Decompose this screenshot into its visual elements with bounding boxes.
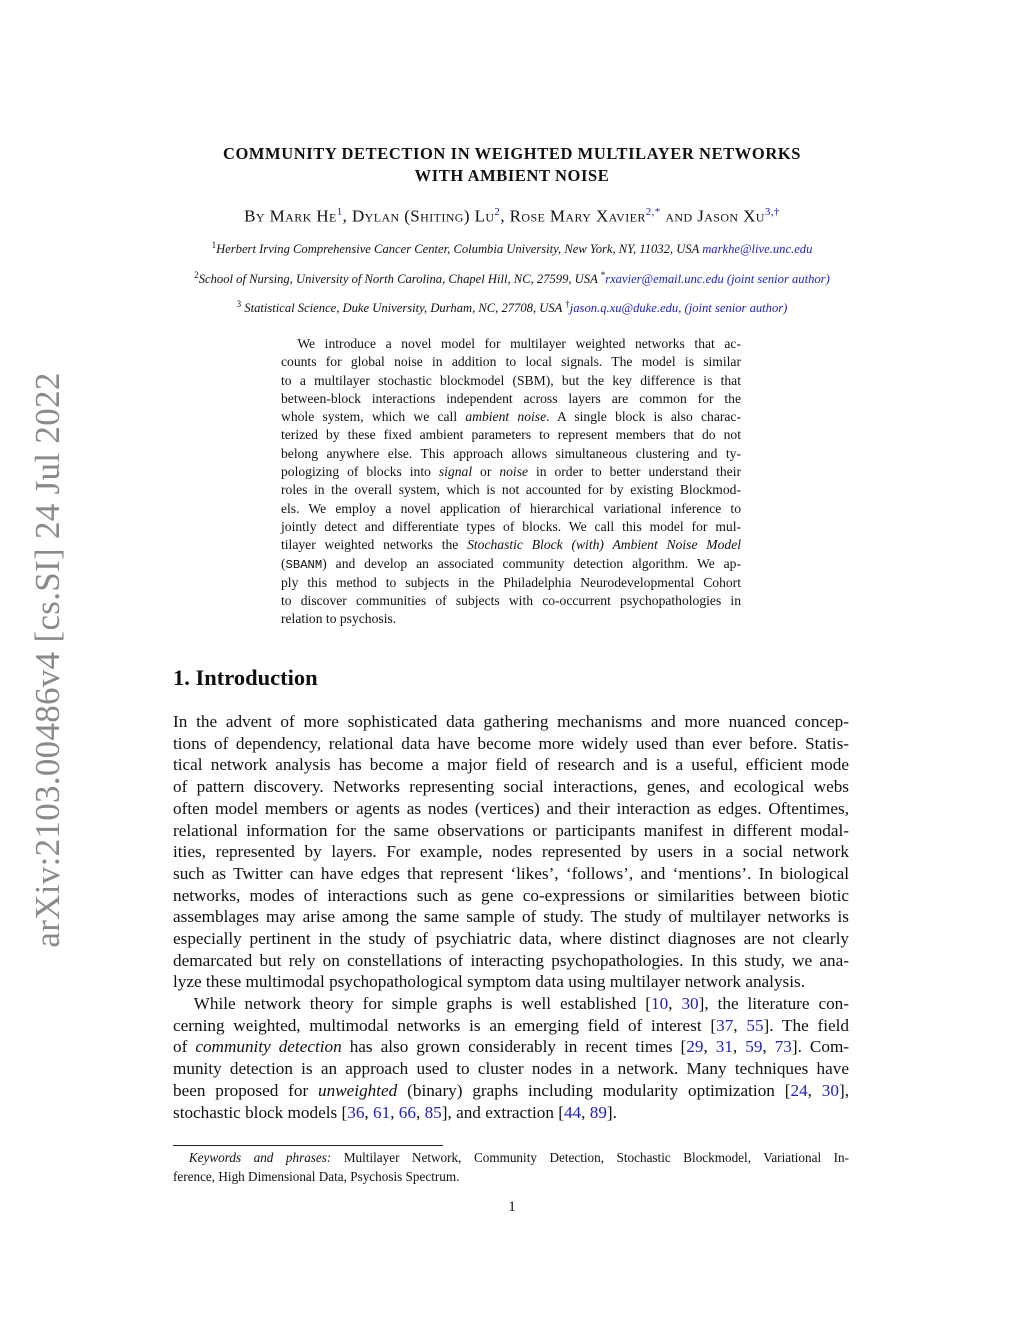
- text-line: [281, 481, 741, 499]
- italic-text: Keywords and phrases:: [188, 1150, 332, 1165]
- text-run: Multilayer Network, Community Detection, Stochastic Blockmodel, Variational In-: [331, 1150, 850, 1165]
- citation-link[interactable]: 61: [373, 1102, 391, 1122]
- text-run: ], the literature con-: [698, 994, 850, 1013]
- text-line: [281, 500, 741, 518]
- text-run: tions of dependency, relational data have become more widely used than ever before. Statis-: [173, 733, 849, 753]
- text-run: has also grown considerably in recent times [: [341, 1037, 687, 1057]
- text-line: [173, 1149, 849, 1168]
- author-name: Dylan (Shiting) Lu: [351, 206, 495, 226]
- text-run: such as Twitter can have edges that represent ‘likes’, ‘follows’, and ‘mentions’. In biological: [173, 863, 849, 883]
- text-line: [173, 1168, 849, 1187]
- author-mark[interactable]: 2: [494, 206, 501, 218]
- text-run: munity detection is an approach used to cluster nodes in a network. Many techniques have: [173, 1059, 849, 1079]
- affiliation-text: Herbert Irving Comprehensive Cancer Center, Columbia University, New York, NY, 11032, USA: [216, 242, 703, 257]
- text-run: (binary) graphs including modularity optimization [: [397, 1080, 791, 1100]
- email-link[interactable]: markhe@live.unc.edu: [702, 242, 813, 257]
- text-run: ], and extraction [: [441, 1102, 564, 1122]
- author-mark[interactable]: 3,†: [764, 206, 780, 218]
- citation-link[interactable]: 89: [589, 1102, 607, 1122]
- text-line: [281, 610, 741, 628]
- citation-link[interactable]: 37: [716, 1015, 734, 1035]
- arxiv-watermark: arXiv:2103.00486v4 [cs.SI] 24 Jul 2022: [28, 372, 67, 948]
- text-run: networks, modes of interactions such as gene co-expressions or similarities between biotic: [173, 885, 849, 905]
- text-run: to a multilayer stochastic blockmodel (SBM), but the key difference is that: [281, 372, 741, 388]
- email-link[interactable]: rxavier@email.unc.edu (joint senior author): [605, 272, 830, 287]
- author-name: Rose Mary Xavier: [509, 206, 646, 226]
- citation-link[interactable]: 44: [563, 1102, 582, 1122]
- footnote-symbol: *: [600, 270, 606, 280]
- italic-text: signal: [438, 464, 473, 480]
- text-line: [173, 798, 849, 820]
- text-line: [173, 863, 849, 885]
- text-run: tilayer weighted networks the: [281, 537, 468, 553]
- text-run: jointly detect and differentiate types of blocks. We call this model for mul-: [281, 518, 741, 534]
- text-run: pologizing of blocks into: [281, 464, 439, 480]
- text-run: . A single block is also charac-: [546, 409, 741, 425]
- text-run: to discover communities of subjects with co-occurrent psychopathologies in: [281, 593, 741, 609]
- abstract: [281, 335, 741, 629]
- text-line: [281, 445, 741, 463]
- text-run: ],: [838, 1080, 850, 1100]
- text-run: While network theory for simple graphs is well established [: [193, 994, 652, 1013]
- text-run: tical network analysis has become a major field of research and is a useful, efficient mode: [173, 755, 849, 775]
- footnote-rule: [173, 1145, 443, 1146]
- text-line: [173, 711, 849, 733]
- text-run: (: [281, 555, 286, 571]
- text-line: [281, 390, 741, 408]
- text-run: ply this method to subjects in the Philadelphia Neurodevelopmental Cohort: [281, 574, 741, 590]
- text-run: relation to psychosis.: [281, 611, 397, 627]
- citation-link[interactable]: 55: [746, 1015, 764, 1035]
- citation-link[interactable]: 36: [347, 1102, 365, 1122]
- text-line: [173, 754, 849, 776]
- citation-link[interactable]: 30: [821, 1080, 839, 1100]
- text-line: [281, 555, 741, 574]
- text-run: demarcated but rely on constellations of interacting psychopathologies. In this study, we ana-: [173, 950, 849, 970]
- text-line: [173, 971, 849, 993]
- author-mark[interactable]: 1: [336, 206, 343, 218]
- text-line: [173, 820, 849, 842]
- text-line: [281, 518, 741, 536]
- text-run: assemblages may arise among the same sample of study. The study of multilayer networks is: [173, 907, 849, 927]
- text-line: [173, 950, 849, 972]
- text-run: ]. Com-: [791, 1037, 850, 1057]
- text-run: of pattern discovery. Networks representing social interactions, genes, and ecological webs: [173, 777, 849, 797]
- page-number: 1: [508, 1199, 516, 1215]
- email-link[interactable]: jason.q.xu@duke.edu, (joint senior author): [569, 301, 788, 316]
- text-run: ,: [390, 1102, 399, 1122]
- affiliation-mark: 2: [194, 270, 199, 280]
- author-name: By Mark He: [244, 206, 337, 226]
- affiliation-mark: 3: [236, 299, 242, 309]
- text-run: especially pertinent in the study of psychiatric data, where distinct diagnoses are not clearly: [173, 929, 849, 949]
- title-line-1: COMMUNITY DETECTION IN WEIGHTED MULTILAYER NETWORKS: [222, 144, 802, 163]
- text-run: ,: [732, 1037, 746, 1057]
- citation-link[interactable]: 85: [424, 1102, 442, 1122]
- text-run: ].: [606, 1102, 617, 1122]
- italic-text: ambient noise: [465, 409, 547, 425]
- affiliation-1: [0, 240, 1024, 257]
- intro-paragraph-1: [173, 711, 849, 993]
- keywords-footnote: [173, 1149, 849, 1186]
- affiliation-text: School of Nursing, University of North Carolina, Chapel Hill, NC, 27599, USA: [198, 272, 601, 287]
- citation-link[interactable]: 31: [715, 1037, 733, 1057]
- text-run: We introduce a novel model for multilayer weighted networks that ac-: [297, 336, 741, 351]
- text-run: stochastic block models [: [173, 1102, 348, 1122]
- affiliation-2: [0, 270, 1024, 287]
- title-line-2: WITH AMBIENT NOISE: [414, 166, 610, 185]
- text-run: lyze these multimodal psychopathological symptom data using multilayer network analysis.: [173, 972, 805, 992]
- text-run: In the advent of more sophisticated data gathering mechanisms and more nuanced concep-: [173, 712, 849, 731]
- text-line: [281, 372, 741, 390]
- text-line: [281, 426, 741, 444]
- text-line: [173, 776, 849, 798]
- model-acronym: SBANM: [285, 557, 323, 572]
- text-run: ,: [807, 1080, 822, 1100]
- text-run: ,: [415, 1102, 425, 1122]
- intro-paragraph-2: [173, 993, 849, 1123]
- text-run: ,: [364, 1102, 374, 1122]
- text-line: [173, 1015, 849, 1037]
- text-run: ities, represented by layers. For example, nodes represented by users in a social network: [173, 842, 849, 862]
- text-run: ,: [762, 1037, 775, 1057]
- text-line: [173, 993, 849, 1015]
- citation-link[interactable]: 30: [681, 994, 699, 1013]
- text-run: cerning weighted, multimodal networks is an emerging field of interest [: [173, 1015, 717, 1035]
- italic-text: Stochastic Block (with) Ambient Noise Model: [467, 537, 741, 553]
- text-line: [281, 408, 741, 426]
- text-line: [281, 463, 741, 481]
- text-run: roles in the overall system, which is not accounted for by existing Blockmod-: [281, 482, 741, 498]
- affiliation-3: [0, 299, 1024, 316]
- text-run: ,: [668, 994, 682, 1013]
- text-line: [173, 928, 849, 950]
- author-mark[interactable]: 2,*: [645, 206, 661, 218]
- text-run: whole system, which we call: [281, 409, 466, 425]
- text-line: [173, 1102, 849, 1124]
- citation-link[interactable]: 73: [774, 1037, 792, 1057]
- text-run: terized by these fixed ambient parameters to represent members that do not: [281, 427, 741, 443]
- text-line: [281, 574, 741, 592]
- text-line: [173, 733, 849, 755]
- citation-link[interactable]: 24: [790, 1080, 808, 1100]
- text-run: els. We employ a novel application of hierarchical variational inference to: [281, 500, 741, 516]
- text-line: [173, 885, 849, 907]
- text-line: [173, 841, 849, 863]
- text-run: ,: [581, 1102, 590, 1122]
- text-run: ference, High Dimensional Data, Psychosis Spectrum.: [173, 1168, 460, 1184]
- text-run: of: [173, 1037, 196, 1057]
- author-list: [0, 206, 1024, 227]
- citation-link[interactable]: 66: [398, 1102, 416, 1122]
- text-line: [281, 592, 741, 610]
- italic-text: unweighted: [318, 1080, 398, 1100]
- affiliation-mark: 1: [211, 240, 217, 250]
- text-line: [281, 335, 741, 353]
- italic-text: noise: [499, 464, 529, 480]
- author-separator: ,: [500, 206, 510, 226]
- text-line: [281, 353, 741, 371]
- text-run: been proposed for: [173, 1080, 319, 1100]
- citation-link[interactable]: 29: [686, 1037, 704, 1057]
- text-line: [173, 1036, 849, 1058]
- text-run: ,: [733, 1015, 747, 1035]
- section-heading-introduction: 1. Introduction: [173, 665, 318, 690]
- text-line: [173, 906, 849, 928]
- text-run: ,: [703, 1037, 716, 1057]
- italic-text: community detection: [195, 1037, 342, 1057]
- text-line: [173, 1080, 849, 1102]
- text-run: in order to better understand their: [528, 464, 742, 480]
- text-run: belong anywhere else. This approach allows simultaneous clustering and ty-: [281, 445, 741, 461]
- citation-link[interactable]: 10: [651, 994, 669, 1013]
- affiliation-text: Statistical Science, Duke University, Durham, NC, 27708, USA: [241, 301, 566, 316]
- citation-link[interactable]: 59: [745, 1037, 763, 1057]
- author-name: Jason Xu: [697, 206, 765, 226]
- text-run: counts for global noise in addition to local signals. The model is similar: [281, 354, 741, 370]
- text-run: between-block interactions independent across layers are common for the: [281, 390, 741, 406]
- author-separator: ,: [342, 206, 352, 226]
- text-run: ]. The field: [763, 1015, 849, 1035]
- text-run: or: [472, 464, 500, 480]
- text-run: relational information for the same observations or participants manifest in different modal-: [173, 820, 849, 840]
- footnote-symbol: †: [565, 299, 570, 309]
- text-line: [281, 536, 741, 554]
- text-run: often model members or agents as nodes (vertices) and their interaction as edges. Oftentimes,: [173, 798, 849, 818]
- author-separator: and: [660, 206, 698, 226]
- text-run: ) and develop an associated community detection algorithm. We ap-: [322, 555, 741, 571]
- text-line: [173, 1058, 849, 1080]
